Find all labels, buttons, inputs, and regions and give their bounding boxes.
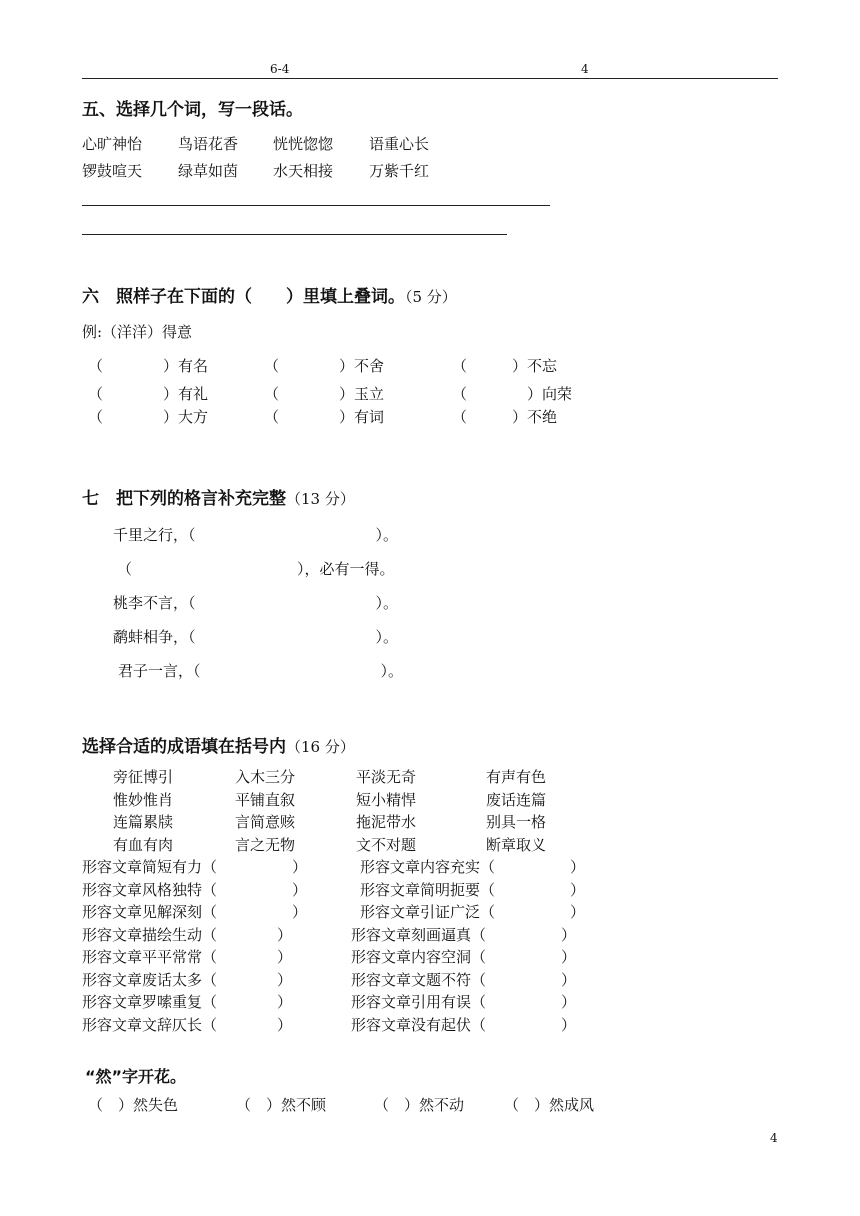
blank-item: 形容文章内容充实（ ）	[360, 858, 586, 876]
blank-row	[0, 969, 860, 989]
blank-row	[0, 1014, 860, 1034]
proverb-line: 鹬蚌相争，（ ）。	[113, 628, 399, 646]
blank-item: 形容文章文辞仄长（ ）	[82, 1016, 293, 1034]
blank-item: 形容文章风格独特（ ）	[82, 881, 308, 899]
idiom: 废话连篇	[486, 791, 547, 809]
idiom-row	[0, 789, 860, 809]
section-6-row-2	[0, 383, 860, 403]
fill-item: （ ）然不动	[374, 1096, 465, 1114]
idiom: 别具一格	[486, 813, 547, 831]
proverb-line: 桃李不言，（ ）。	[113, 594, 399, 612]
blank-item: 形容文章废话太多（ ）	[82, 971, 293, 989]
section-6-title-text: 六 照样子在下面的（ ）里填上叠词。	[82, 287, 405, 307]
fill-item: （ ）玉立	[264, 385, 385, 403]
word: 心旷神怡	[82, 135, 143, 153]
blank-item: 形容文章罗嗦重复（ ）	[82, 993, 293, 1011]
answer-line-2	[82, 234, 507, 235]
idiom: 断章取义	[486, 836, 547, 854]
fill-item: （ ）向荣	[452, 385, 573, 403]
section-6-points: （5 分）	[405, 288, 457, 306]
header-right: 4	[581, 62, 589, 76]
idiom: 有声有色	[486, 768, 547, 786]
idiom: 有血有肉	[113, 836, 174, 854]
idiom-row	[0, 766, 860, 786]
word: 语重心长	[369, 135, 430, 153]
section-7-points: （13 分）	[286, 490, 355, 508]
blank-item: 形容文章简短有力（ ）	[82, 858, 308, 876]
word: 绿草如茵	[178, 162, 239, 180]
section-8-points: （16 分）	[286, 738, 355, 756]
section-9-row	[0, 1094, 860, 1114]
fill-item: （ ）有名	[88, 357, 209, 375]
section-6-example: 例:（洋洋）得意	[82, 323, 193, 341]
word: 万紫千红	[369, 162, 430, 180]
section-7-title-text: 七 把下列的格言补充完整	[82, 489, 286, 509]
blank-row	[0, 879, 860, 899]
idiom: 拖泥带水	[356, 813, 417, 831]
proverb-line: （ ），必有一得。	[117, 560, 395, 578]
section-6-title	[82, 282, 457, 307]
fill-item: （ ）然成风	[504, 1096, 595, 1114]
proverb-line: 君子一言，（ ）。	[118, 662, 404, 680]
idiom: 旁征博引	[113, 768, 174, 786]
header-rule	[82, 78, 778, 79]
fill-item: （ ）有词	[264, 408, 385, 426]
section-5-title: 五、选择几个词，写一段话。	[82, 100, 303, 120]
fill-item: （ ）然不顾	[236, 1096, 327, 1114]
blank-item: 形容文章内容空洞（ ）	[351, 948, 577, 966]
blank-item: 形容文章没有起伏（ ）	[351, 1016, 577, 1034]
blank-row	[0, 856, 860, 876]
idiom: 短小精悍	[356, 791, 417, 809]
section-5-words-row-1	[0, 133, 860, 153]
idiom: 言之无物	[235, 836, 296, 854]
blank-item: 形容文章引证广泛（ ）	[360, 903, 586, 921]
section-7-title	[82, 484, 355, 509]
fill-item: （ ）有礼	[88, 385, 209, 403]
idiom: 连篇累牍	[113, 813, 174, 831]
idiom-row	[0, 834, 860, 854]
blank-row	[0, 946, 860, 966]
blank-row	[0, 991, 860, 1011]
section-6-row-3	[0, 406, 860, 426]
blank-row	[0, 901, 860, 921]
page-number: 4	[770, 1131, 778, 1145]
section-5-words-row-2	[0, 160, 860, 180]
blank-item: 形容文章平平常常（ ）	[82, 948, 293, 966]
section-8-title	[82, 732, 355, 757]
section-8-title-text: 选择合适的成语填在括号内	[82, 737, 286, 757]
blank-item: 形容文章文题不符（ ）	[351, 971, 577, 989]
idiom: 惟妙惟肖	[113, 791, 174, 809]
word: 锣鼓喧天	[82, 162, 143, 180]
word: 恍恍惚惚	[273, 135, 334, 153]
blank-item: 形容文章见解深刻（ ）	[82, 903, 308, 921]
blank-item: 形容文章刻画逼真（ ）	[351, 926, 577, 944]
fill-item: （ ）不舍	[264, 357, 385, 375]
idiom: 言简意赅	[235, 813, 296, 831]
blank-item: 形容文章描绘生动（ ）	[82, 926, 293, 944]
idiom-row	[0, 811, 860, 831]
answer-line-1	[82, 205, 550, 206]
word: 水天相接	[273, 162, 334, 180]
fill-item: （ ）不绝	[452, 408, 558, 426]
fill-item: （ ）不忘	[452, 357, 558, 375]
fill-item: （ ）然失色	[88, 1096, 179, 1114]
blank-item: 形容文章简明扼要（ ）	[360, 881, 586, 899]
header-left: 6-4	[270, 62, 290, 76]
proverb-line: 千里之行，（ ）。	[113, 526, 399, 544]
blank-row	[0, 924, 860, 944]
section-6-row-1	[0, 355, 860, 375]
fill-item: （ ）大方	[88, 408, 209, 426]
idiom: 入木三分	[235, 768, 296, 786]
idiom: 文不对题	[356, 836, 417, 854]
idiom: 平淡无奇	[356, 768, 417, 786]
idiom: 平铺直叙	[235, 791, 296, 809]
word: 鸟语花香	[178, 135, 239, 153]
section-9-title: “然”字开花。	[85, 1067, 187, 1086]
blank-item: 形容文章引用有误（ ）	[351, 993, 577, 1011]
